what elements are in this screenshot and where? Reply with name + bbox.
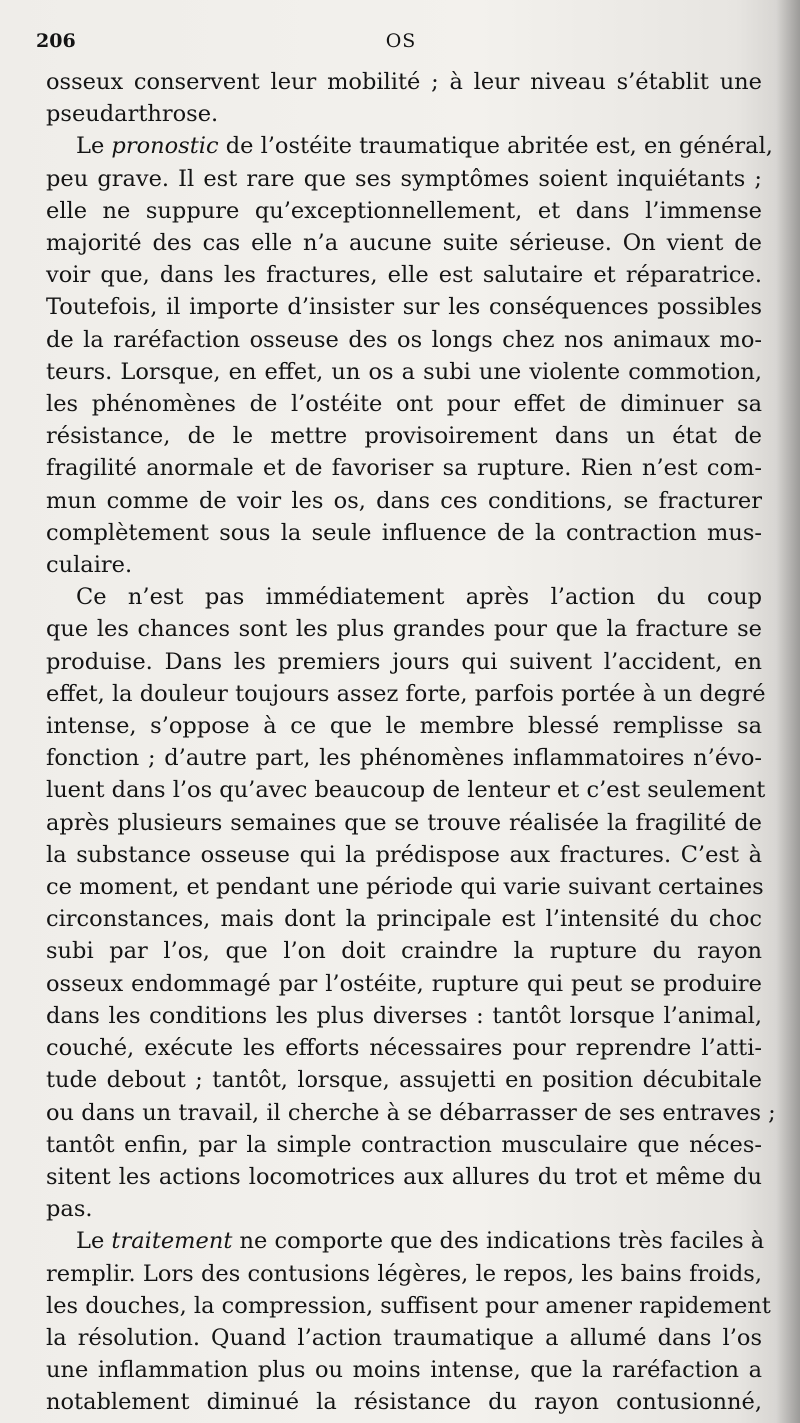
text-line: voir que, dans les fractures, elle est salutaire et réparatrice. [46, 262, 762, 289]
text-line: sitent les actions locomotrices aux allures du trot et même du [46, 1163, 762, 1190]
text-line: les douches, la compression, suffisent pour amener rapidement [46, 1292, 771, 1319]
text-line: pseudarthrose. [46, 101, 219, 128]
text-line: tantôt enfin, par la simple contraction musculaire que néces- [46, 1131, 762, 1158]
text-line-with-emphasis: Le pronostic de l’ostéite traumatique abritée est, en général, [76, 133, 773, 160]
paragraph-4 [46, 1225, 771, 1418]
text-line: Ce n’est pas immédiatement après l’action du coup [76, 584, 762, 611]
text-line: complètement sous la seule influence de la contraction mus- [46, 519, 762, 546]
text-line: culaire. [46, 552, 133, 579]
paragraph-3 [46, 581, 776, 1225]
page-number: 206 [36, 30, 76, 52]
text-line: notablement diminué la résistance du rayon contusionné, [46, 1389, 762, 1416]
text-line: la résolution. Quand l’action traumatique a allumé dans l’os [46, 1324, 762, 1351]
text-line: osseux conservent leur mobilité ; à leur niveau s’établit une [46, 69, 762, 95]
text-line: subi par l’os, que l’on doit craindre la rupture du rayon [46, 938, 762, 965]
paragraph-1 [46, 66, 762, 130]
text-line: ce moment, et pendant une période qui varie suivant certaines [46, 874, 764, 901]
text-line: tude debout ; tantôt, lorsque, assujetti en position décubitale [46, 1067, 762, 1094]
text-line: que les chances sont les plus grandes pour que la fracture se [46, 616, 762, 643]
text-line: produise. Dans les premiers jours qui suivent l’accident, en [46, 648, 762, 675]
text-line: fragilité anormale et de favoriser sa rupture. Rien n’est com- [46, 455, 762, 482]
text-line: ou dans un travail, il cherche à se débarrasser de ses entraves ; [46, 1099, 776, 1126]
text-line: majorité des cas elle n’a aucune suite sérieuse. On vient de [46, 230, 762, 257]
text-line: mun comme de voir les os, dans ces conditions, se fracturer [46, 487, 762, 514]
paragraph-2 [46, 130, 773, 581]
text-line: les phénomènes de l’ostéite ont pour effet de diminuer sa [46, 391, 762, 418]
text-line: osseux endommagé par l’ostéite, rupture qui peut se produire [46, 970, 762, 997]
text-line: peu grave. Il est rare que ses symptômes soient inquiétants ; [46, 165, 762, 192]
text-line-rest: ne comporte que des indications très faciles à [232, 1228, 765, 1255]
text-line: teurs. Lorsque, en effet, un os a subi une violente commotion, [46, 358, 762, 385]
text-line-rest: de l’ostéite traumatique abritée est, en général, [218, 133, 773, 160]
text-line: elle ne suppure qu’exceptionnellement, et dans l’immense [46, 197, 762, 224]
text-line: remplir. Lors des contusions légères, le repos, les bains froids, [46, 1260, 762, 1287]
running-title: OS [385, 30, 417, 52]
text-line: circonstances, mais dont la principale est l’intensité du choc [46, 906, 762, 933]
emphasis-traitement: traitement [111, 1228, 233, 1255]
text-line: une inflammation plus ou moins intense, que la raréfaction a [46, 1357, 762, 1384]
text-line: de la raréfaction osseuse des os longs chez nos animaux mo- [46, 326, 762, 353]
text-line: la substance osseuse qui la prédispose aux fractures. C’est à [46, 841, 762, 868]
text-line: luent dans l’os qu’avec beaucoup de lenteur et c’est seulement [46, 777, 766, 804]
text-line: dans les conditions les plus diverses : tantôt lorsque l’animal, [46, 1002, 762, 1029]
page-gutter-shadow [776, 0, 800, 1423]
text-line: pas. [46, 1196, 93, 1223]
text-line: résistance, de le mettre provisoirement dans un état de [46, 423, 762, 450]
text-line: effet, la douleur toujours assez forte, parfois portée à un degré [46, 680, 766, 707]
text-line-with-emphasis: Le traitement ne comporte que des indications très faciles à [76, 1228, 765, 1255]
text-line: intense, s’oppose à ce que le membre blessé remplisse sa [46, 713, 762, 740]
text-line: Toutefois, il importe d’insister sur les conséquences possibles [46, 294, 762, 321]
text-line: après plusieurs semaines que se trouve réalisée la fragilité de [46, 809, 762, 836]
text-line: fonction ; d’autre part, les phénomènes inflammatoires n’évo- [46, 745, 762, 772]
body-text [46, 66, 776, 1419]
text-line: couché, exécute les efforts nécessaires pour reprendre l’atti- [46, 1035, 762, 1062]
emphasis-pronostic: pronostic [111, 133, 219, 160]
running-header [36, 30, 766, 60]
